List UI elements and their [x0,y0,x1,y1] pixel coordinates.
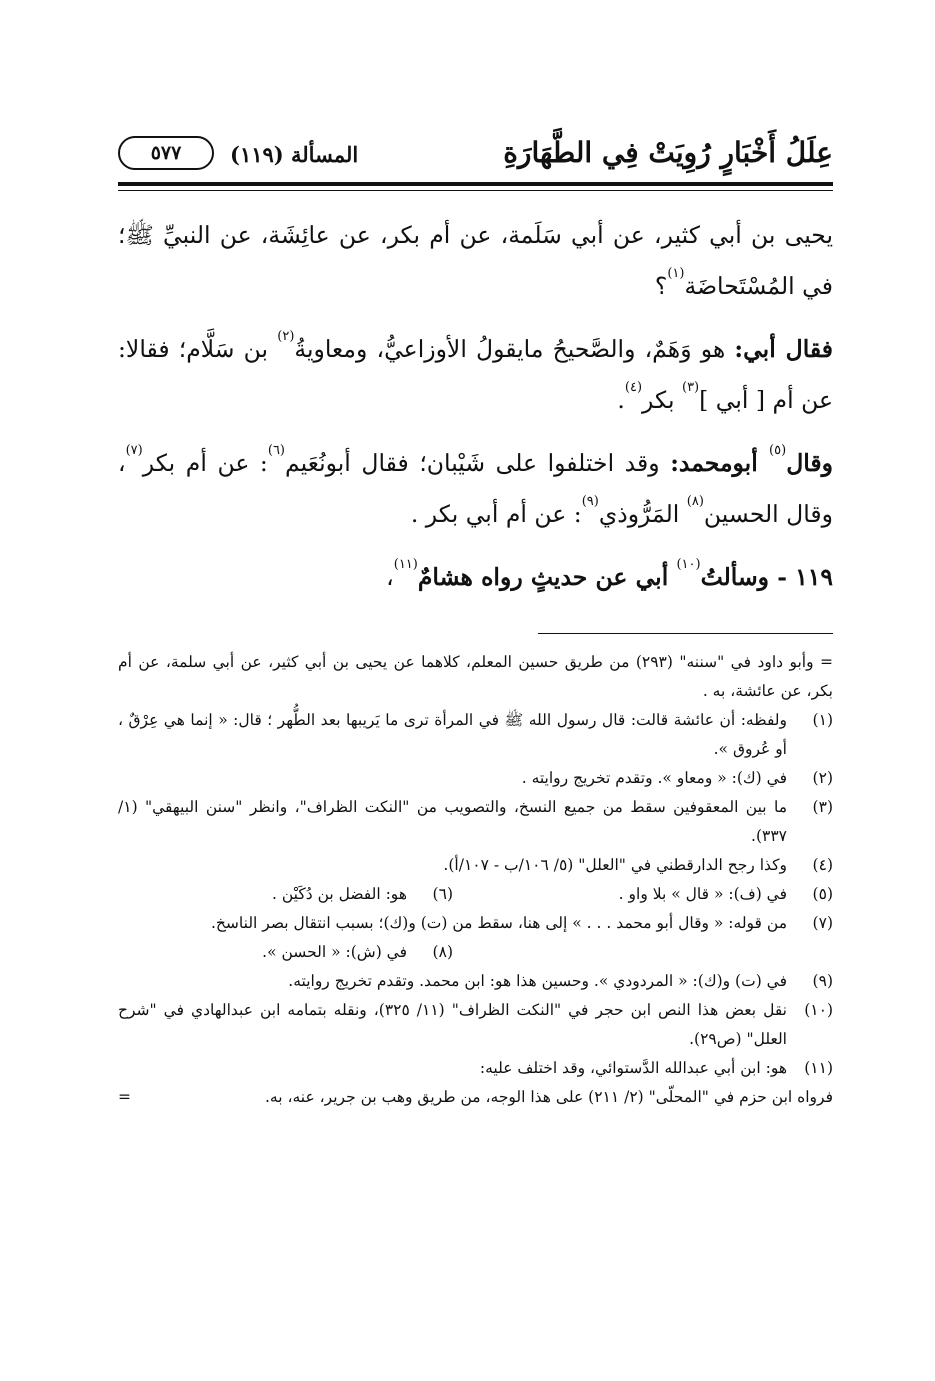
paragraph-1 [118,210,833,312]
footnote-ref-5: (٥) [769,443,787,458]
footnote-ref-6: (٦) [267,443,285,458]
p3-text-e: المَرُّوذي [598,500,687,528]
main-text [118,210,833,603]
issue-label: المسألة (١١٩) [230,142,359,167]
footnote-ref-1: (١) [667,266,685,281]
continuation-mark: = [118,1088,131,1106]
issue-number: ١١٩ - [777,563,833,591]
footnote-11-number: (١١) [804,1059,833,1077]
p4-text-b: أبي عن حديثٍ رواه هشامٌ [417,563,677,591]
footnote-separator [538,633,833,634]
footnote-5 [453,880,833,909]
footnote-8-row [118,938,833,967]
footnote-1 [118,706,833,764]
footnote-ref-8: (٨) [686,494,704,509]
footnote-ref-4: (٤) [624,380,643,395]
footnote-9-number: (٩) [812,972,833,990]
footnote-10-text: نقل بعض هذا النص ابن حجر في "النكت الظراف" (١١/ ٣٢٥)، ونقله بتمامه ابن عبدالهادي في "شرح العلل" (ص٢٩). [118,1001,787,1048]
footnote-4-number: (٤) [812,856,833,874]
p1-text: يحيى بن أبي كثير، عن أبي سَلَمة، عن أم بكر، عن عائِشَة، عن النبيِّ ﷺ؛ في المُسْتَحاضَة [118,221,833,300]
footnote-5-number: (٥) [812,885,833,903]
footnote-9 [118,967,833,996]
p4-end: ، [386,563,394,591]
footnote-1-text: ولفظه: أن عائشة قالت: قال رسول الله ﷺ في المرأة ترى ما يَريبها بعد الطُّهر ؛ قال: « إنما هي عِرْقٌ ، أو عُروق ». [118,711,787,758]
footnote-11 [118,1054,833,1083]
paragraph-3 [118,438,833,540]
p3-text-c: : عن أم بكر [142,449,268,477]
footnote-6 [272,880,453,909]
footnote-3-text: ما بين المعقوفين سقط من جميع النسخ، والتصويب من "النكت الظراف"، وانظر "سنن البيهقي" (١/ ٣٣٧). [118,798,787,845]
p2-text-a: هو وَهَمٌ، والصَّحيحُ مايقولُ الأوزاعيُّ، ومعاويةُ [294,335,735,363]
footnote-5-text: في (ف): « قال » بلا واو . [618,885,787,903]
paragraph-2 [118,324,833,426]
footnote-ref-2: (٢) [277,329,295,344]
footnote-8-text: في (ش): « الحسن ». [262,943,407,961]
p2-lead: فقال أبي: [734,335,833,363]
footnote-11-text-a: هو: ابن أبي عبدالله الدَّستوائي، وقد اختلف عليه: [479,1059,787,1077]
footnote-8-number: (٨) [432,943,453,961]
footnote-4 [118,851,833,880]
footnote-4-text: وكذا رجح الدارقطني في "العلل" (٥/ ١٠٦/ب - ١٠٧/أ). [443,856,787,874]
footnote-1-number: (١) [812,711,833,729]
footnote-8-spacer [453,938,833,967]
p3-text-f: : عن أم أبي بكر . [410,500,582,528]
footnote-3 [118,793,833,851]
footnote-10-number: (١٠) [804,1001,833,1019]
footnote-ref-11: (١١) [393,557,418,572]
p3-lead: أبومحمد: [670,449,770,477]
footnote-10 [118,996,833,1054]
footnote-ref-3: (٣) [681,380,700,395]
footnote-7-number: (٧) [812,914,833,932]
footnote-2-number: (٢) [812,769,833,787]
footnote-2 [118,764,833,793]
book-title: عِلَلُ أَخْبَارٍ رُوِيَتْ فِي الطَّهَارَةِ [503,136,833,169]
footnote-ref-7: (٧) [125,443,143,458]
header-rule-thin [118,190,833,191]
footnote-ref-9: (٩) [581,494,599,509]
footnote-7 [118,909,833,938]
p2-text-c: بكر [642,386,682,414]
footnote-7-text: من قوله: « وقال أبو محمد . . . » إلى هنا، سقط من (ت) و(ك)؛ بسبب انتقال بصر الناسخ. [211,914,787,932]
page-header [118,128,833,178]
footnote-3-number: (٣) [812,798,833,816]
page-number: ٥٧٧ [118,136,214,170]
footnote-continuation: = وأبو داود في "سننه" (٢٩٣) من طريق حسين المعلم، كلاهما عن يحيى بن أبي كثير، عن أبي سلمة، عن أم بكر، عن عائشة، به . [118,653,833,700]
header-rule-thick [118,182,833,186]
footnotes [118,648,833,1112]
p2-text-b: بن سَلَّام؛ فقالا: عن أم [ أبي ] [118,335,833,414]
footnote-6-number: (٦) [432,885,453,903]
p2-end: . [617,386,625,414]
p3-text-d: ، وقال الحسين [118,449,833,528]
p1-end: ؟ [654,272,668,300]
footnote-11-b [118,1083,833,1112]
p4-text-a: وسألتُ [700,563,778,591]
footnote-11-text-b: فرواه ابن حزم في "المحلّى" (٢/ ٢١١) على هذا الوجه، من طريق وهب بن جرير، عنه، به. [265,1088,833,1106]
footnote-6-text: هو: الفضل بن دُكَيْن . [272,885,407,903]
p3-text-a: وقال [786,449,834,477]
p3-text-b: وقد اختلفوا على شَيْبان؛ فقال أبونُعَيم [285,449,671,477]
footnote-8 [262,938,453,967]
paragraph-4 [118,552,833,603]
footnotes-5-6 [118,880,833,909]
footnote-9-text: في (ت) و(ك): « المردودي ». وحسين هذا هو: ابن محمد. وتقدم تخريج روايته. [288,972,787,990]
footnote-ref-10: (١٠) [676,557,701,572]
footnote-2-text: في (ك): « ومعاو ». وتقدم تخريج روايته . [521,769,787,787]
